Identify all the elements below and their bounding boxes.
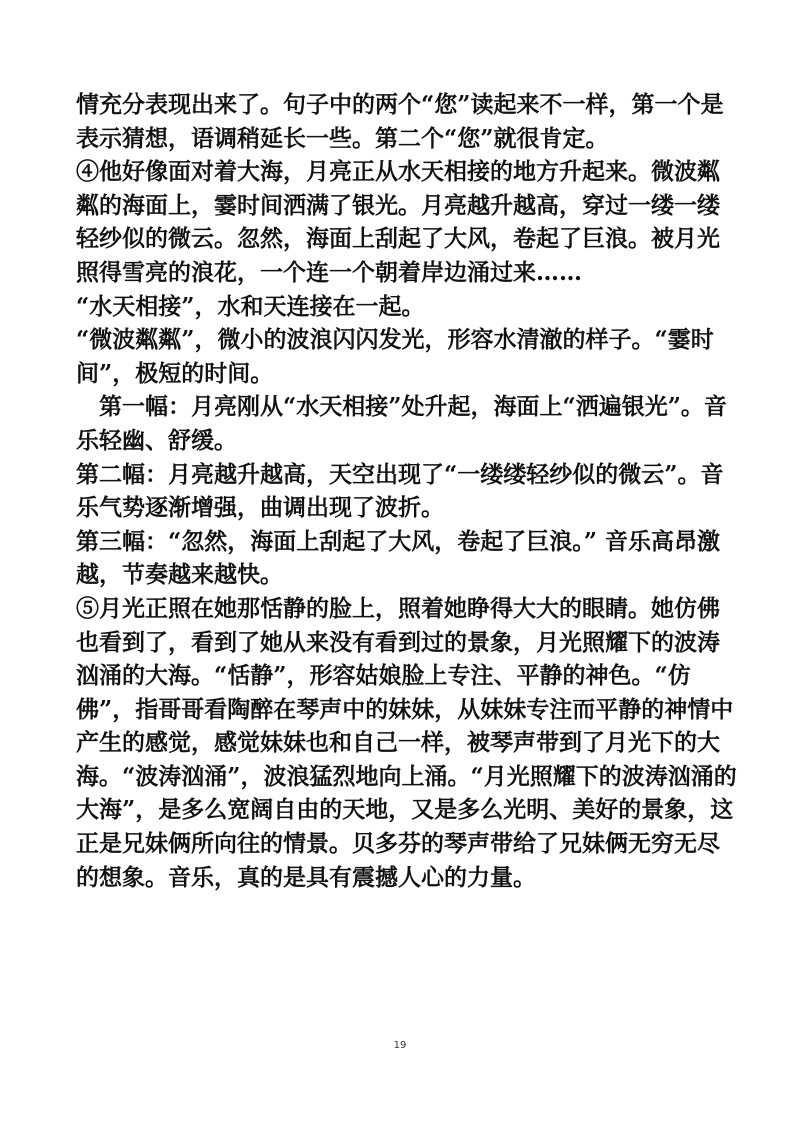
paragraph-5: 第一幅：月亮刚从“水天相接”处升起，海面上“洒遍银光”。音乐轻幽、舒缓。 — [76, 393, 727, 454]
paragraph-2: ④他好像面对着大海，月亮正从水天相接的地方升起来。微波粼粼的海面上，霎时间洒满了银光。月亮越升越高，穿过一缕一缕轻纱似的微云。忽然，海面上刮起了大风，卷起了巨浪。被月光照得雪亮的浪花，一个连一个朝着岸边涌过来…… — [76, 158, 720, 286]
paragraph-3: “水天相接”，水和天连接在一起。 — [76, 292, 425, 320]
paragraph-1: 情充分表现出来了。句子中的两个“您”读起来不一样，第一个是表示猜想，语调稍延长一些。第二个“您”就很肯定。 — [76, 91, 724, 152]
paragraph-8: ⑤月光正照在她那恬静的脸上，照着她睁得大大的眼睛。她仿佛也看到了，看到了她从来没有看到过的景象，月光照耀下的波涛汹涌的大海。“恬静”，形容姑娘脸上专注、平静的神色。“仿佛”，指哥哥看陶醉在琴声中的妹妹，从妹妹专注而平静的神情中产生的感觉，感觉妹妹也和自己一样，被琴声带到了月光下的大海。“波涛汹涌”，波浪猛烈地向上涌。“月光照耀下的波涛汹涌的大海”，是多么宽阔自由的天地，又是多么光明、美好的景象，这正是兄妹俩所向往的情景。贝多芬的琴声带给了兄妹俩无穷无尽的想象。音乐，真的是具有震撼人心的力量。 — [76, 594, 737, 891]
paragraph-4: “微波粼粼”，微小的波浪闪闪发光，形容水清澈的样子。“霎时间”，极短的时间。 — [76, 326, 714, 387]
paragraph-6: 第二幅：月亮越升越高，天空出现了“一缕缕轻纱似的微云”。音乐气势逐渐增强，曲调出现了波折。 — [76, 460, 724, 522]
page-number: 19 — [393, 1040, 407, 1051]
paragraph-7: 第三幅：“忽然，海面上刮起了大风，卷起了巨浪。” 音乐高昂激越，节奏越来越快。 — [76, 527, 720, 589]
document-body — [76, 88, 738, 894]
